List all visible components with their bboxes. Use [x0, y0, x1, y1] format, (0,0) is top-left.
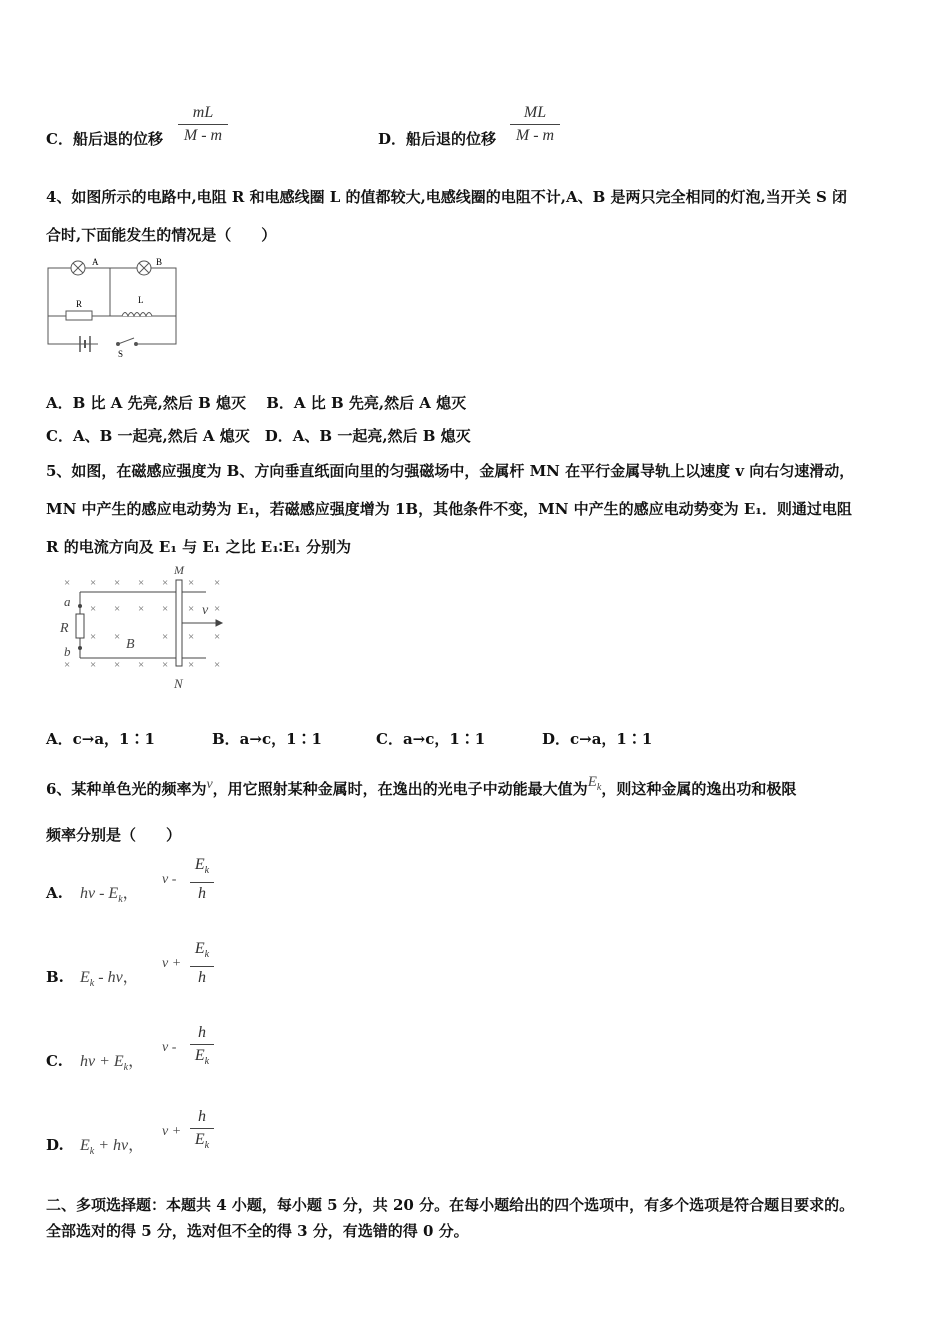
svg-text:×: × — [90, 659, 97, 671]
q6-option-d-label: D. — [46, 1136, 64, 1154]
svg-text:×: × — [114, 631, 121, 643]
svg-text:×: × — [114, 577, 121, 589]
lamp-b-label: B — [156, 257, 163, 267]
metal-rod-mn — [176, 580, 182, 666]
svg-text:×: × — [64, 577, 71, 589]
resistor-icon — [66, 311, 92, 320]
q5-option-b: B．a→c，1∶1 — [212, 730, 322, 748]
svg-text:×: × — [188, 631, 195, 643]
label-v: v — [202, 603, 209, 618]
switch-label: S — [118, 349, 124, 358]
section2-line2: 全部选对的得 5 分，选对但不全的得 3 分，有选错的得 0 分。 — [46, 1222, 469, 1240]
svg-text:×: × — [162, 631, 169, 643]
q3-option-d-label: D．船后退的位移 — [378, 130, 497, 148]
q6-stem-line1: 6、某种单色光的频率为ν，用它照射某种金属时，在逸出的光电子中动能最大值为$E_k$，则这种金属的逸出功和极限 — [46, 774, 797, 798]
inductor-label: L — [138, 295, 144, 305]
svg-text:×: × — [214, 659, 221, 671]
q3-option-c-label: C．船后退的位移 — [46, 130, 163, 148]
svg-text:×: × — [162, 603, 169, 615]
svg-text:×: × — [114, 659, 121, 671]
q6-option-a-frequency: $E_k$ h — [190, 856, 214, 903]
svg-text:×: × — [188, 603, 195, 615]
svg-text:×: × — [214, 631, 221, 643]
fraction-numerator: ML — [523, 104, 547, 121]
svg-text:×: × — [90, 631, 97, 643]
label-r: R — [60, 621, 69, 636]
q3-option-c-fraction — [178, 104, 228, 145]
q6-option-b-work: $E_k$ - hν， — [80, 969, 139, 990]
q4-options-ab: A．B 比 A 先亮,然后 B 熄灭 B．A 比 B 先亮,然后 A 熄灭 — [46, 394, 467, 412]
lamp-a-label: A — [92, 257, 99, 267]
svg-text:×: × — [64, 659, 71, 671]
q5-magnetic-field-diagram — [56, 562, 236, 692]
q5-option-c: C．a→c，1∶1 — [376, 730, 486, 748]
svg-text:×: × — [188, 577, 195, 589]
q5-stem-line3: R 的电流方向及 E₁ 与 E₁ 之比 E₁∶E₁ 分别为 — [46, 538, 351, 556]
circuit-outer-wire — [48, 268, 176, 344]
svg-text:×: × — [162, 659, 169, 671]
svg-text:×: × — [138, 659, 145, 671]
fraction-denominator: M - m — [515, 127, 555, 144]
label-m: M — [174, 563, 184, 577]
svg-text:×: × — [188, 659, 195, 671]
resistor-r-icon — [76, 614, 84, 638]
q6-option-d-work: $E_k + h\nu$， — [80, 1137, 145, 1158]
svg-text:×: × — [138, 603, 145, 615]
svg-text:×: × — [114, 603, 121, 615]
q6-stem-line2: 频率分别是（ ） — [46, 826, 182, 844]
svg-text:×: × — [162, 577, 169, 589]
q6-option-a-work: hν - $E_k$， — [80, 885, 139, 906]
q4-circuit-diagram — [44, 254, 184, 358]
q4-stem-line1: 4、如图所示的电路中,电阻 R 和电感线圈 L 的值都较大,电感线圈的电阻不计,A、B 是两只完全相同的灯泡,当开关 S 闭 — [46, 188, 848, 206]
q6-option-c-label: C. — [46, 1052, 63, 1070]
q6-option-b-label: B. — [46, 968, 64, 986]
q6-option-c-work: $h\nu + E_k$， — [80, 1053, 145, 1074]
section2-line1: 二、多项选择题：本题共 4 小题，每小题 5 分，共 20 分。在每小题给出的四个选项中，有多个选项是符合题目要求的。 — [46, 1196, 855, 1214]
label-n: N — [174, 676, 183, 691]
svg-text:×: × — [138, 577, 145, 589]
q6-option-d-frequency: h $E_k$ — [190, 1108, 214, 1155]
q3-option-d-fraction — [510, 104, 560, 145]
fraction-numerator: mL — [192, 104, 214, 121]
q5-stem-line2: MN 中产生的感应电动势为 E₁，若磁感应强度增为 1B，其他条件不变，MN 中产生的感应电动势变为 E₁．则通过电阻 — [46, 500, 852, 518]
label-field-b: B — [126, 637, 135, 652]
label-b: b — [64, 644, 71, 659]
q6-option-b-frequency: $E_k$ h — [190, 940, 214, 987]
svg-text:×: × — [214, 577, 221, 589]
q4-stem-line2: 合时,下面能发生的情况是（ ） — [46, 226, 277, 244]
svg-text:×: × — [90, 603, 97, 615]
q5-stem-line1: 5、如图，在磁感应强度为 B、方向垂直纸面向里的匀强磁场中，金属杆 MN 在平行金属导轨上以速度 v 向右匀速滑动， — [46, 462, 855, 480]
q6-option-a-label: A. — [46, 884, 63, 902]
svg-text:×: × — [90, 577, 97, 589]
resistor-label: R — [76, 299, 83, 309]
inductor-icon — [122, 313, 152, 317]
q4-options-cd: C．A、B 一起亮,然后 A 熄灭 D．A、B 一起亮,然后 B 熄灭 — [46, 427, 471, 445]
q5-option-d: D．c→a，1∶1 — [542, 730, 653, 748]
q6-option-c-frequency: h $E_k$ — [190, 1024, 214, 1071]
svg-text:×: × — [214, 603, 221, 615]
fraction-denominator: M - m — [183, 127, 223, 144]
label-a: a — [64, 594, 71, 609]
q5-option-a: A．c→a，1∶1 — [46, 730, 155, 748]
